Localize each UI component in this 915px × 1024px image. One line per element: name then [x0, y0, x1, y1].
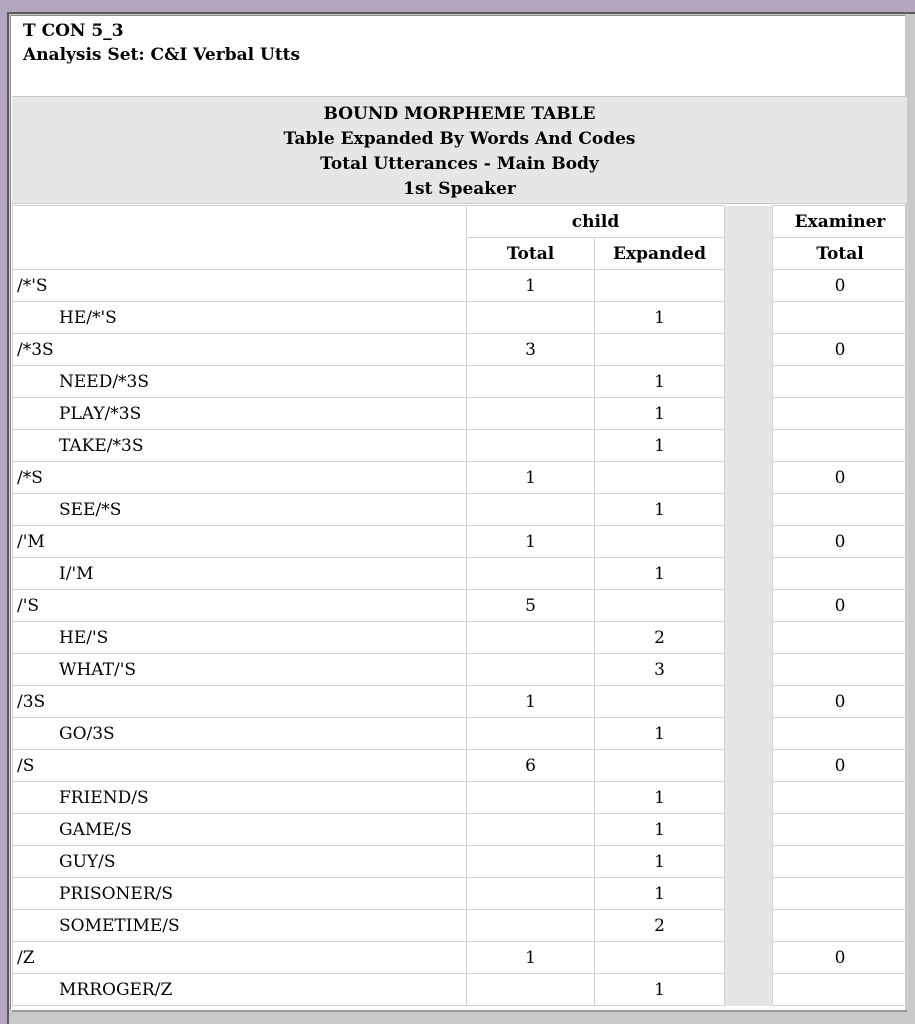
examiner-total-cell [773, 558, 908, 590]
expanded-word-cell: GAME/S [13, 814, 467, 846]
examiner-total-cell [773, 846, 908, 878]
morpheme-cell: /Z [13, 942, 467, 974]
examiner-total-cell [773, 302, 908, 334]
column-spacer [725, 366, 773, 398]
group-header-child: child [467, 206, 725, 238]
child-total-cell [467, 558, 595, 590]
expanded-word-cell: PLAY/*3S [13, 398, 467, 430]
morpheme-cell: /*'S [13, 270, 467, 302]
table-title-block [12, 96, 907, 204]
table-row [13, 334, 908, 366]
column-spacer [725, 206, 773, 238]
column-spacer [725, 238, 773, 270]
report-page [10, 15, 905, 1010]
table-row [13, 558, 908, 590]
examiner-total-cell [773, 398, 908, 430]
child-total-cell [467, 430, 595, 462]
child-total-cell: 1 [467, 270, 595, 302]
table-speaker: 1st Speaker [403, 179, 516, 199]
table-row [13, 686, 908, 718]
column-spacer [725, 910, 773, 942]
header-blank-2 [13, 238, 467, 270]
expanded-word-cell: HE/*'S [13, 302, 467, 334]
table-row [13, 654, 908, 686]
examiner-total-cell: 0 [773, 750, 908, 782]
child-total-cell [467, 654, 595, 686]
child-total-cell [467, 398, 595, 430]
child-expanded-cell [595, 942, 725, 974]
col-header-examiner-total: Total [773, 238, 908, 270]
column-spacer [725, 462, 773, 494]
morpheme-cell: /*3S [13, 334, 467, 366]
examiner-total-cell: 0 [773, 590, 908, 622]
table-body [13, 270, 908, 1006]
table-row [13, 526, 908, 558]
child-expanded-cell: 1 [595, 302, 725, 334]
column-spacer [725, 974, 773, 1006]
report-header [23, 19, 300, 67]
column-spacer [725, 558, 773, 590]
morpheme-cell: /3S [13, 686, 467, 718]
column-spacer [725, 814, 773, 846]
examiner-total-cell [773, 430, 908, 462]
column-spacer [725, 494, 773, 526]
child-expanded-cell [595, 334, 725, 366]
child-expanded-cell [595, 462, 725, 494]
child-total-cell: 5 [467, 590, 595, 622]
table-row [13, 398, 908, 430]
table-row [13, 718, 908, 750]
child-expanded-cell [595, 686, 725, 718]
expanded-word-cell: MRROGER/Z [13, 974, 467, 1006]
child-expanded-cell: 1 [595, 974, 725, 1006]
column-spacer [725, 526, 773, 558]
bottom-edge [12, 1010, 907, 1012]
examiner-total-cell [773, 878, 908, 910]
child-expanded-cell: 1 [595, 846, 725, 878]
child-expanded-cell: 1 [595, 558, 725, 590]
child-total-cell [467, 622, 595, 654]
examiner-total-cell [773, 974, 908, 1006]
child-expanded-cell [595, 270, 725, 302]
table-row [13, 750, 908, 782]
examiner-total-cell [773, 654, 908, 686]
child-total-cell [467, 782, 595, 814]
child-expanded-cell [595, 750, 725, 782]
child-total-cell [467, 494, 595, 526]
child-expanded-cell: 1 [595, 494, 725, 526]
examiner-total-cell [773, 910, 908, 942]
child-total-cell: 3 [467, 334, 595, 366]
child-total-cell: 6 [467, 750, 595, 782]
child-expanded-cell: 1 [595, 430, 725, 462]
table-row [13, 430, 908, 462]
expanded-word-cell: SEE/*S [13, 494, 467, 526]
header-blank [13, 206, 467, 238]
child-total-cell: 1 [467, 462, 595, 494]
child-total-cell [467, 846, 595, 878]
column-spacer [725, 270, 773, 302]
col-header-child-total: Total [467, 238, 595, 270]
examiner-total-cell: 0 [773, 334, 908, 366]
child-expanded-cell: 1 [595, 782, 725, 814]
table-row [13, 590, 908, 622]
child-expanded-cell [595, 526, 725, 558]
group-header-examiner: Examiner [773, 206, 908, 238]
expanded-word-cell: I/'M [13, 558, 467, 590]
table-row [13, 622, 908, 654]
table-scope: Total Utterances - Main Body [320, 154, 599, 174]
table-row [13, 910, 908, 942]
column-spacer [725, 942, 773, 974]
column-spacer [725, 302, 773, 334]
table-row [13, 366, 908, 398]
column-spacer [725, 654, 773, 686]
column-spacer [725, 398, 773, 430]
column-spacer [725, 686, 773, 718]
column-spacer [725, 718, 773, 750]
examiner-total-cell [773, 814, 908, 846]
examiner-total-cell [773, 718, 908, 750]
examiner-total-cell: 0 [773, 462, 908, 494]
examiner-total-cell [773, 366, 908, 398]
child-total-cell: 1 [467, 942, 595, 974]
child-total-cell [467, 718, 595, 750]
expanded-word-cell: NEED/*3S [13, 366, 467, 398]
table-row [13, 974, 908, 1006]
column-spacer [725, 878, 773, 910]
column-spacer [725, 750, 773, 782]
table-row [13, 782, 908, 814]
examiner-total-cell: 0 [773, 526, 908, 558]
column-spacer [725, 430, 773, 462]
child-expanded-cell: 2 [595, 910, 725, 942]
morpheme-cell: /'S [13, 590, 467, 622]
morpheme-cell: /'M [13, 526, 467, 558]
child-total-cell [467, 366, 595, 398]
table-title: BOUND MORPHEME TABLE [323, 104, 596, 124]
child-expanded-cell: 2 [595, 622, 725, 654]
examiner-total-cell: 0 [773, 942, 908, 974]
child-expanded-cell [595, 590, 725, 622]
child-total-cell: 1 [467, 526, 595, 558]
table-row [13, 302, 908, 334]
morpheme-cell: /S [13, 750, 467, 782]
expanded-word-cell: HE/'S [13, 622, 467, 654]
examiner-total-cell [773, 782, 908, 814]
expanded-word-cell: WHAT/'S [13, 654, 467, 686]
expanded-word-cell: GO/3S [13, 718, 467, 750]
child-expanded-cell: 1 [595, 398, 725, 430]
morpheme-table [12, 205, 908, 1006]
child-expanded-cell: 1 [595, 814, 725, 846]
examiner-total-cell: 0 [773, 270, 908, 302]
child-expanded-cell: 1 [595, 878, 725, 910]
examiner-total-cell: 0 [773, 686, 908, 718]
column-spacer [725, 590, 773, 622]
column-spacer [725, 846, 773, 878]
table-row [13, 878, 908, 910]
morpheme-cell: /*S [13, 462, 467, 494]
child-total-cell [467, 814, 595, 846]
expanded-word-cell: TAKE/*3S [13, 430, 467, 462]
column-spacer [725, 334, 773, 366]
expanded-word-cell: PRISONER/S [13, 878, 467, 910]
child-total-cell [467, 878, 595, 910]
child-expanded-cell: 1 [595, 366, 725, 398]
table-row [13, 814, 908, 846]
expanded-word-cell: SOMETIME/S [13, 910, 467, 942]
child-expanded-cell: 1 [595, 718, 725, 750]
column-spacer [725, 782, 773, 814]
column-spacer [725, 622, 773, 654]
col-header-child-expanded: Expanded [595, 238, 725, 270]
table-row [13, 942, 908, 974]
child-total-cell [467, 302, 595, 334]
table-subtitle: Table Expanded By Words And Codes [283, 129, 636, 149]
table-row [13, 494, 908, 526]
child-expanded-cell: 3 [595, 654, 725, 686]
analysis-set: Analysis Set: C&I Verbal Utts [23, 45, 301, 65]
child-total-cell: 1 [467, 686, 595, 718]
table-row [13, 462, 908, 494]
examiner-total-cell [773, 622, 908, 654]
table-row [13, 270, 908, 302]
file-name: T CON 5_3 [23, 21, 124, 41]
child-total-cell [467, 974, 595, 1006]
table-row [13, 846, 908, 878]
expanded-word-cell: FRIEND/S [13, 782, 467, 814]
expanded-word-cell: GUY/S [13, 846, 467, 878]
examiner-total-cell [773, 494, 908, 526]
child-total-cell [467, 910, 595, 942]
